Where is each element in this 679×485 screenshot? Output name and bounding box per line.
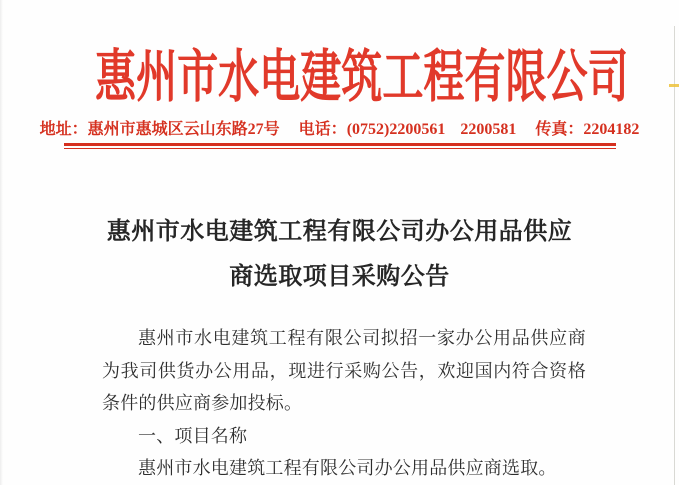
rule-thin-line: [64, 148, 616, 149]
announcement-body: [102, 322, 586, 485]
phone-label: 电话：: [298, 121, 347, 138]
announcement-title: [0, 210, 679, 300]
section1-text: 惠州市水电建筑工程有限公司办公用品供应商选取。: [138, 458, 557, 478]
phone-value-1: (0752)2200561: [346, 121, 446, 138]
fax-value: 2204182: [583, 121, 640, 138]
scan-left-edge-shadow: [0, 0, 3, 485]
scan-right-page-edge: [674, 26, 675, 485]
letterhead-contact-line: [0, 119, 679, 141]
scan-yellow-mark: [669, 84, 679, 87]
section1-heading: 一、项目名称: [138, 425, 248, 446]
intro-paragraph: 惠州市水电建筑工程有限公司拟招一家办公用品供应商为我司供货办公用品，现进行采购公告，欢迎国内符合资格条件的供应商参加投标。: [102, 328, 586, 413]
address-value: 惠州市惠城区云山东路27号: [87, 121, 280, 138]
phone-value-2: 2200581: [460, 121, 517, 138]
announcement-title-line1: 惠州市水电建筑工程有限公司办公用品供应: [106, 219, 573, 245]
fax-label: 传真：: [535, 121, 584, 138]
company-name: 惠州市水电建筑工程有限公司: [95, 46, 629, 109]
announcement-title-line2: 商选取项目采购公告: [229, 264, 450, 290]
address-label: 地址：: [39, 121, 88, 138]
letterhead-double-rule: [64, 143, 616, 149]
